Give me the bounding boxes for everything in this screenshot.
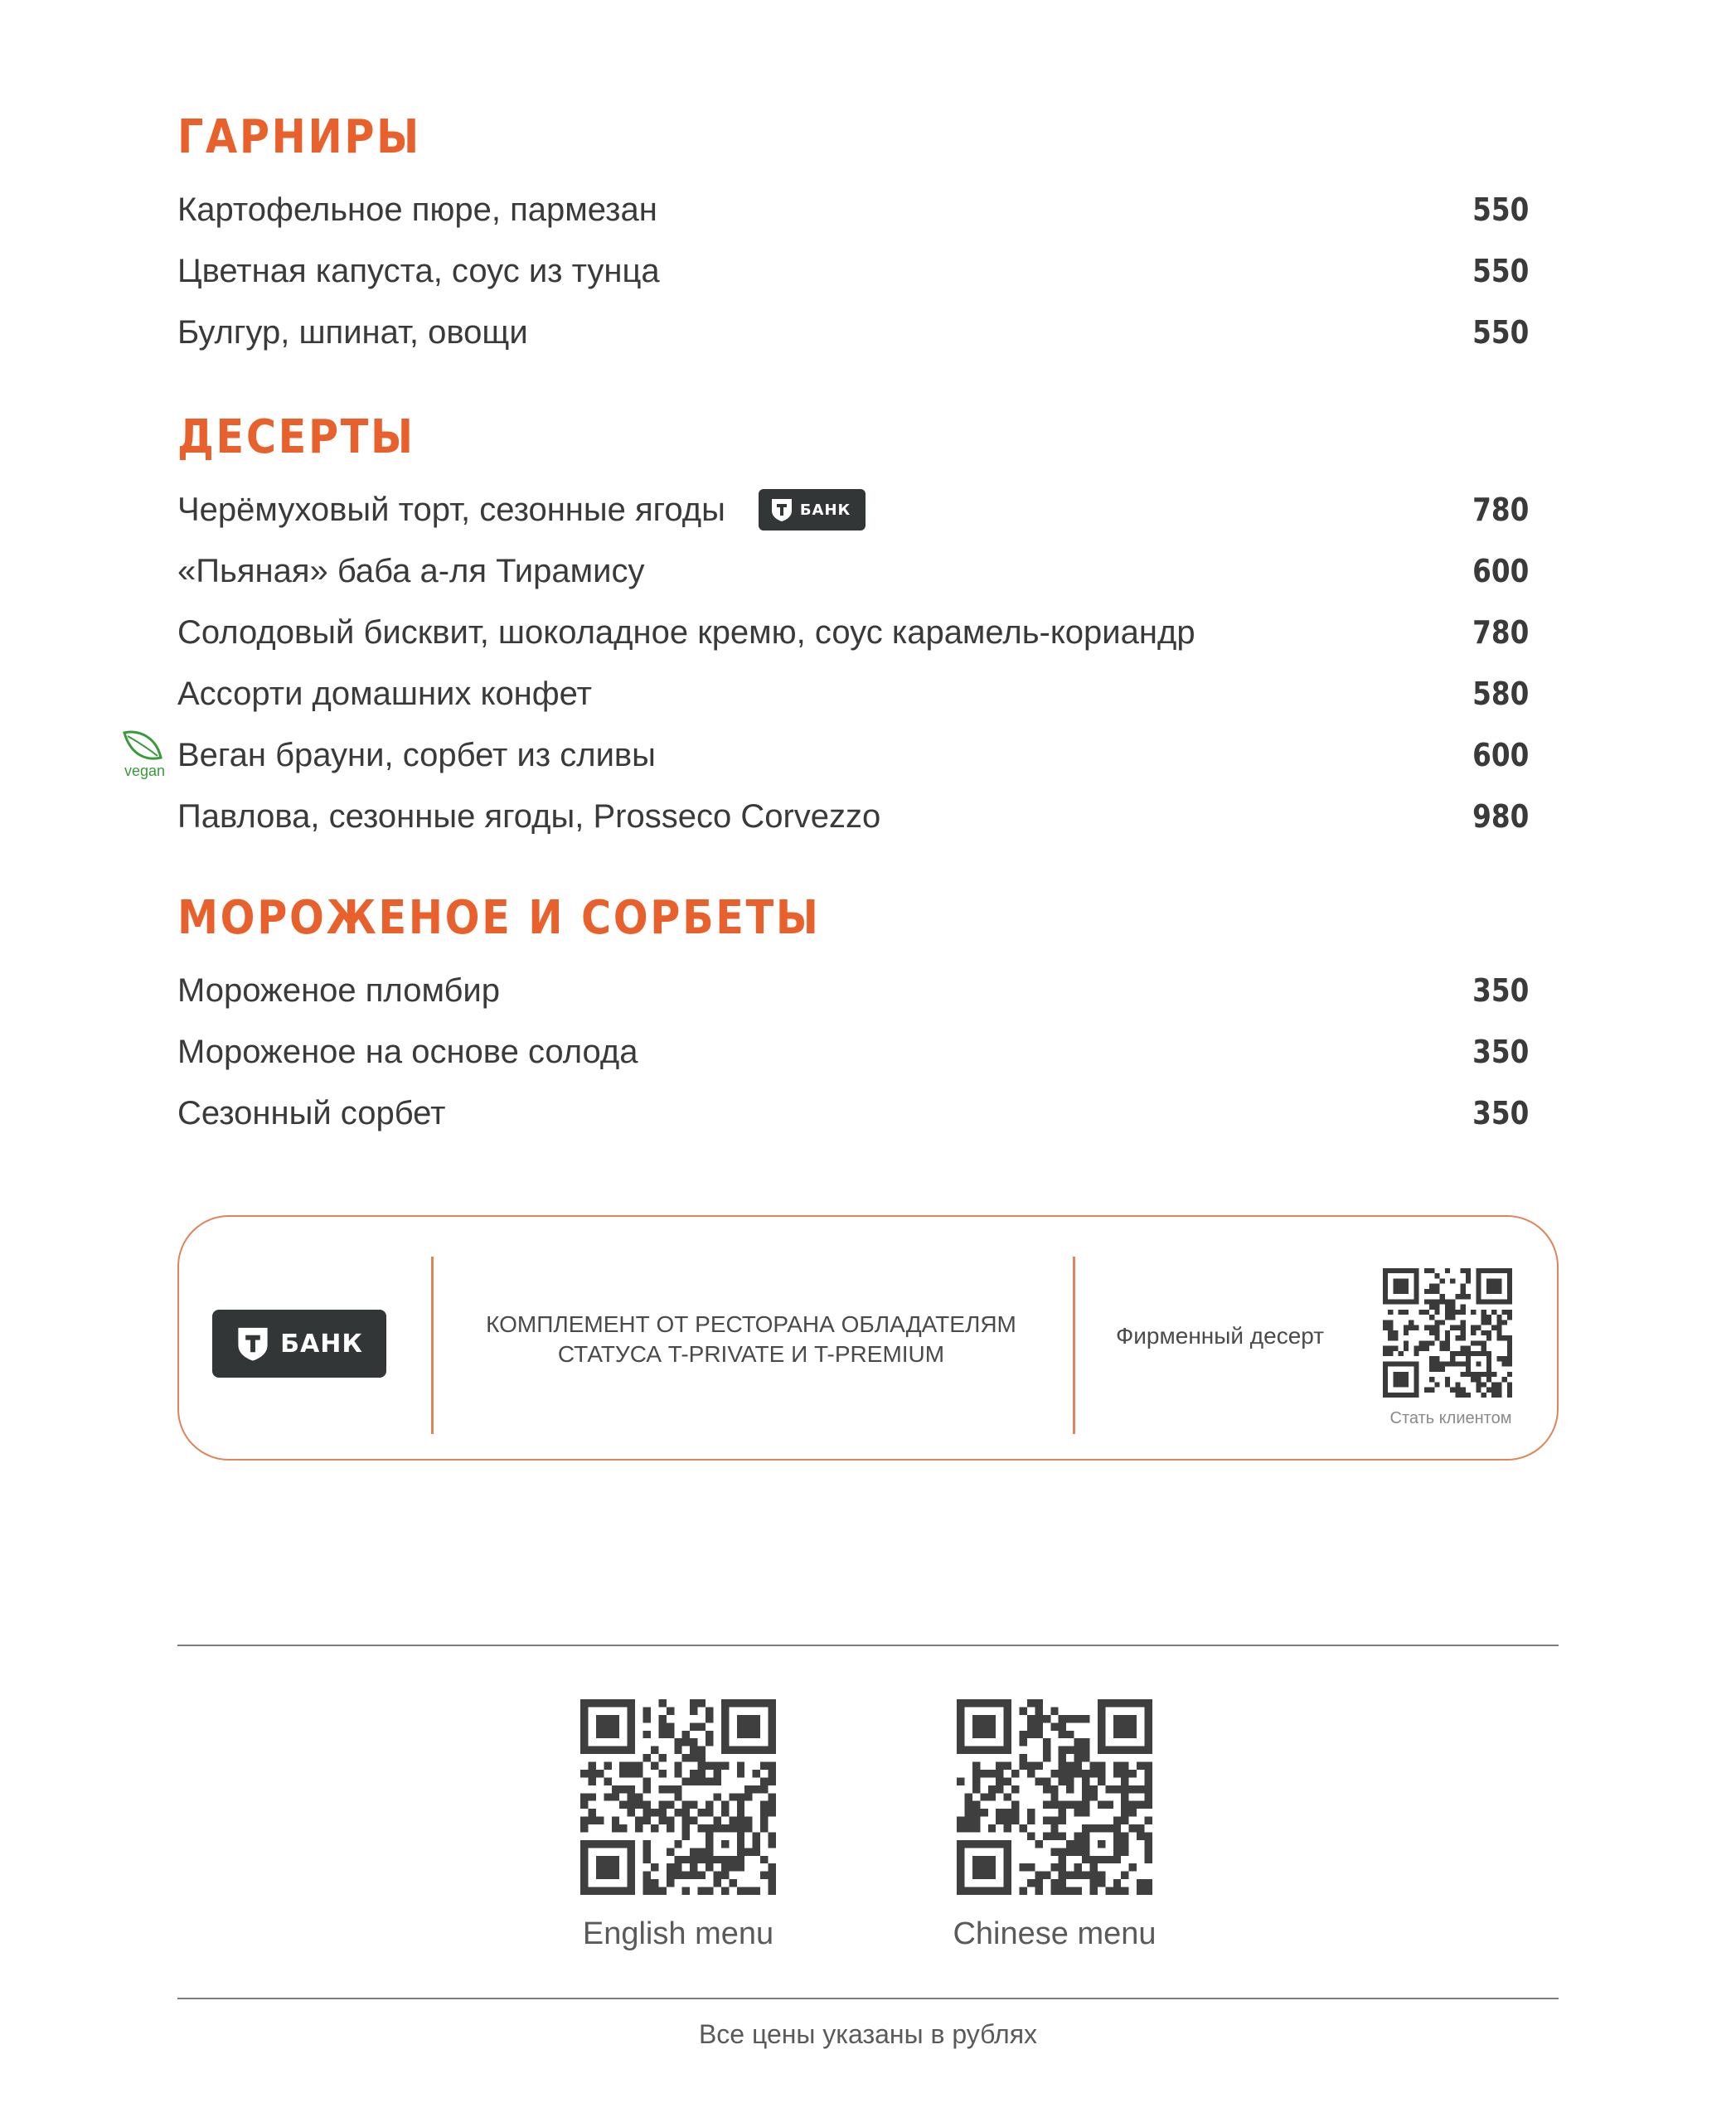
section-title: ГАРНИРЫ <box>177 110 421 164</box>
vegan-leaf-icon <box>119 728 171 782</box>
item-name: Булгур, шпинат, овощи <box>177 313 528 351</box>
menu-item <box>177 1021 1529 1083</box>
item-price: 350 <box>1472 1095 1529 1131</box>
item-price: 780 <box>1472 614 1529 651</box>
item-name: Мороженое на основе солода <box>177 1033 638 1070</box>
item-name: Картофельное пюре, пармезан <box>177 191 657 228</box>
divider-line <box>177 1998 1559 1999</box>
item-name: Мороженое пломбир <box>177 971 501 1009</box>
item-name: Цветная капуста, соус из тунца <box>177 252 660 289</box>
promo-divider <box>1073 1257 1075 1434</box>
item-price: 780 <box>1472 492 1529 528</box>
item-name: Веган брауни, сорбет из сливы <box>177 736 656 773</box>
tbank-promo-box <box>177 1215 1559 1461</box>
qr-code-chinese-menu[interactable] <box>957 1699 1152 1895</box>
item-name: Сезонный сорбет <box>177 1094 446 1131</box>
prices-footnote: Все цены указаны в рублях <box>698 2019 1038 2049</box>
section-sides <box>177 110 1529 363</box>
menu-item <box>177 786 1529 847</box>
vegan-label: vegan <box>124 763 166 779</box>
tbank-logo <box>212 1310 386 1378</box>
item-price: 600 <box>1472 737 1529 773</box>
item-price: 580 <box>1472 676 1529 712</box>
promo-dessert-label: Фирменный десерт <box>1116 1323 1325 1349</box>
qr-code-english-menu[interactable] <box>580 1699 776 1895</box>
menu-item <box>177 240 1529 302</box>
tbank-logo-label: БАНК <box>280 1329 363 1359</box>
item-name: Павлова, сезонные ягоды, Prosseco Corvezzo <box>177 797 881 835</box>
qr-label-english: English menu <box>582 1916 774 1951</box>
item-price: 350 <box>1472 1034 1529 1070</box>
menu-item <box>124 724 1529 786</box>
promo-divider <box>431 1257 434 1434</box>
promo-text-line: КОМПЛЕМЕНТ ОТ РЕСТОРАНА ОБЛАДАТЕЛЯМ <box>486 1311 1016 1337</box>
section-icecream <box>177 891 1529 1144</box>
item-name: Ассорти домашних конфет <box>177 675 592 712</box>
qr-label: Стать клиентом <box>1389 1409 1512 1427</box>
menu-item <box>177 960 1529 1021</box>
promo-text-line: СТАТУСА T-PRIVATE И T-PREMIUM <box>557 1341 945 1367</box>
item-price: 980 <box>1472 798 1529 835</box>
section-title: ДЕСЕРТЫ <box>177 410 415 464</box>
item-price: 600 <box>1472 553 1529 589</box>
section-title: МОРОЖЕНОЕ И СОРБЕТЫ <box>177 891 821 945</box>
menu-item <box>177 540 1529 602</box>
item-name-wrap <box>177 489 866 530</box>
tbank-shield-icon <box>235 1325 270 1362</box>
menu-item <box>177 1083 1529 1144</box>
item-price: 550 <box>1472 314 1529 351</box>
menu-item <box>177 602 1529 663</box>
divider-line <box>177 1645 1559 1646</box>
promo-text <box>453 1310 1050 1369</box>
tbank-shield-icon <box>770 497 793 522</box>
item-name: Солодовый бисквит, шоколадное кремю, соус карамель-кориандр <box>177 613 1195 651</box>
menu-item <box>177 479 1529 540</box>
menu-item <box>177 179 1529 240</box>
tbank-badge <box>759 489 866 530</box>
item-price: 550 <box>1472 253 1529 289</box>
tbank-badge-label: БАНК <box>799 501 851 519</box>
menu-item <box>177 302 1529 363</box>
item-price: 550 <box>1472 191 1529 228</box>
qr-label-chinese: Chinese menu <box>953 1916 1157 1951</box>
qr-code-become-client[interactable] <box>1383 1268 1512 1398</box>
item-name: Черёмуховый торт, сезонные ягоды <box>177 491 725 528</box>
item-name: «Пьяная» баба а-ля Тирамису <box>177 552 645 589</box>
section-desserts <box>124 410 1529 847</box>
menu-item <box>177 663 1529 724</box>
item-price: 350 <box>1472 972 1529 1009</box>
